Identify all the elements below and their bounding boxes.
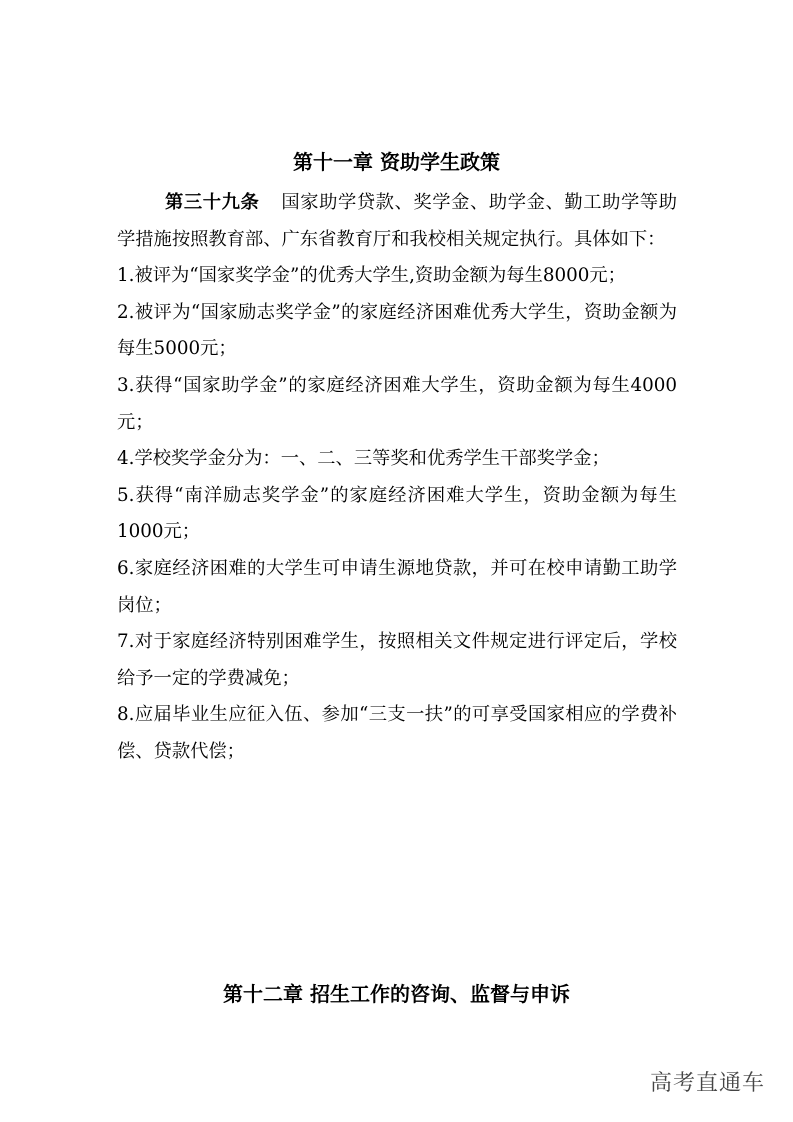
list-item: 5.获得“南洋励志奖学金”的家庭经济困难大学生，资助金额为每生1000元； bbox=[117, 484, 677, 543]
list-item: 6.家庭经济困难的大学生可申请生源地贷款，并可在校申请勤工助学岗位； bbox=[117, 557, 677, 616]
list-item: 7.对于家庭经济特别困难学生，按照相关文件规定进行评定后，学校给予一定的学费减免； bbox=[117, 631, 677, 689]
article-intro-text: 国家助学贷款、奖学金、助学金、勤工助学等助学措施按照教育部、广东省教育厅和我校相关规定执行。具体如下： bbox=[117, 192, 677, 250]
article-number: 第三十九条 bbox=[165, 192, 260, 213]
article-39 bbox=[117, 185, 677, 771]
article-39-intro-paragraph bbox=[117, 185, 677, 258]
list-item: 4.学校奖学金分为：一、二、三等奖和优秀学生干部奖学金； bbox=[117, 448, 610, 470]
list-item: 2.被评为“国家励志奖学金”的家庭经济困难优秀大学生，资助金额为每生5000元； bbox=[117, 301, 677, 360]
list-item: 8.应届毕业生应征入伍、参加“三支一扶”的可享受国家相应的学费补偿、贷款代偿； bbox=[117, 704, 677, 762]
list-item: 3.获得“国家助学金”的家庭经济困难大学生，资助金额为每生4000元； bbox=[117, 374, 677, 433]
list-item: 1.被评为“国家奖学金”的优秀大学生,资助金额为每生8000元； bbox=[117, 265, 626, 287]
watermark: 高考直通车 bbox=[649, 1071, 765, 1096]
chapter-11-title: 第十一章 资助学生政策 bbox=[293, 150, 500, 174]
chapter-12-title: 第十二章 招生工作的咨询、监督与申诉 bbox=[223, 982, 570, 1006]
